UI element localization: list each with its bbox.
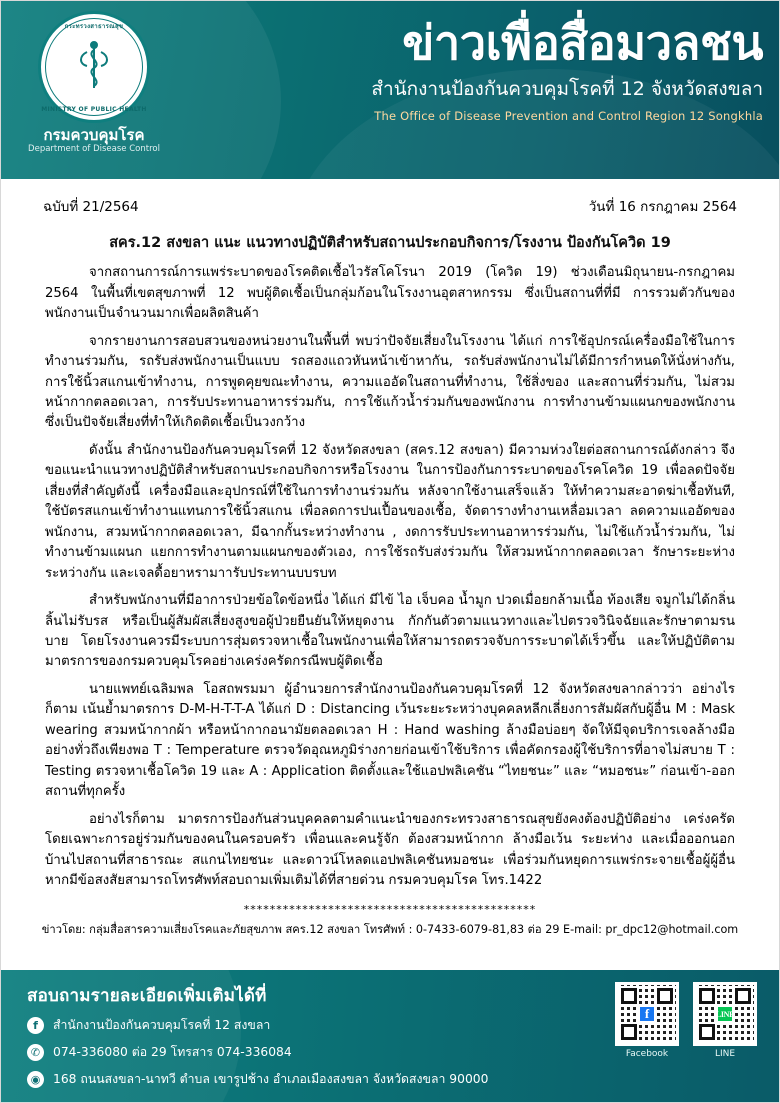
facebook-qr-icon bbox=[615, 982, 679, 1046]
footer-phone-text: 074-336080 ต่อ 29 โทรสาร 074-336084 bbox=[53, 1045, 292, 1060]
footer-title: สอบถามรายละเอียดเพิ่มเติมได้ที่ bbox=[27, 986, 267, 1006]
paragraph-4: สำหรับพนักงานที่มีอาการป่วยข้อใดข้อหนึ่ง ได้แก่ มีไข้ ไอ เจ็บคอ น้ำมูก ปวดเมื่อยกล้ามเนื้อ ท้องเสีย จมูกไม่ได้กลิ่น ลิ้นไม่รับรส หรือเป็นผู้สัมผัสเสี่ยงสูงขอผู้ป่วยยืนยันให้หยุดงาน กักกันตัวตามแนวทางและไปตรวจวินิจฉัยและรักษาตามรนบาย โดยโรงงานควรมีระบบการสุ่มตรวจหาเชื้อในพนักงานเพื่อให้สามารถตรวจจับการระบาดได้เร็วขึ้น และให้ปฏิบัติตามมาตรการของกรมควบคุมโรคอย่างเคร่งครัดกรณีพบผู้ติดเชื้อ bbox=[45, 593, 735, 670]
facebook-qr-block[interactable] bbox=[615, 982, 679, 1059]
news-credit-line: ข่าวโดย: กลุ่มสื่อสารความเสี่ยงโรคและภัยสุขภาพ สคร.12 สงขลา โทรศัพท์ : 0-7433-6079-81,83 ต่อ 29 E-mail: pr_dpc12@hotmail.com bbox=[41, 923, 739, 937]
footer-contact-facebook[interactable] bbox=[27, 1012, 488, 1039]
facebook-badge-icon: f bbox=[638, 1005, 656, 1023]
location-pin-icon: ◉ bbox=[27, 1071, 44, 1088]
qr-corner-icon bbox=[621, 1024, 637, 1040]
qr-corner-icon bbox=[621, 988, 637, 1004]
article-body bbox=[1, 263, 779, 891]
ministry-of-public-health-logo bbox=[38, 11, 150, 123]
logo-caption-english-wrap bbox=[19, 145, 169, 155]
logo-caption-english: Department of Disease Control bbox=[28, 144, 160, 155]
qr-corner-icon bbox=[657, 988, 673, 1004]
page-footer bbox=[1, 970, 779, 1102]
phone-icon: ✆ bbox=[27, 1044, 44, 1061]
separator-stars: ********************************************* bbox=[243, 903, 537, 917]
page-header bbox=[1, 1, 779, 179]
facebook-icon: f bbox=[27, 1017, 44, 1034]
ministry-logo-block bbox=[19, 11, 169, 155]
logo-ring bbox=[45, 18, 143, 116]
page-title: สคร.12 สงขลา แนะ แนวทางปฏิบัติสำหรับสถานประกอบกิจการ/โรงงาน ป้องกันโควิด 19 bbox=[109, 235, 671, 251]
qr-corner-icon bbox=[699, 988, 715, 1004]
office-name-thai: สำนักงานป้องกันควบคุมโรคที่ 12 จังหวัดสงขลา bbox=[371, 78, 763, 101]
line-qr-block[interactable] bbox=[693, 982, 757, 1059]
footer-contact-list bbox=[27, 1012, 488, 1093]
footer-contact-address bbox=[27, 1066, 488, 1093]
footer-address-text: 168 ถนนสงขลา-นาทวี ตำบล เขารูปช้าง อำเภอเมืองสงขลา จังหวัดสงขลา 90000 bbox=[53, 1072, 489, 1087]
footer-facebook-text: สำนักงานป้องกันควบคุมโรคที่ 12 สงขลา bbox=[53, 1018, 271, 1033]
paragraph-1: จากสถานการณ์การแพร่ระบาดของโรคติดเชื้อไวรัสโคโรนา 2019 (โควิด 19) ช่วงเดือนมิถุนายน-กรกฎาคม 2564 ในพื้นที่เขตสุขภาพที่ 12 พบผู้ติดเชื้อเป็นกลุ่มก้อนในโรงงานอุตสาหกรรม ซึ่งเป็นสถานที่ที่มี การรวมตัวกันของพนักงานเป็นจำนวนมากเพื่อผลิตสินค้า bbox=[45, 265, 735, 322]
footer-qr-codes bbox=[615, 982, 757, 1059]
line-badge-icon: LINE bbox=[716, 1005, 734, 1023]
facebook-qr-caption: Facebook bbox=[625, 1049, 669, 1059]
paragraph-2: จากรายงานการสอบสวนของหน่วยงานในพื้นที่ พบว่าปัจจัยเสี่ยงในโรงงาน ได้แก่ การใช้อุปกรณ์เครื่องมือใช้ในการทำงานร่วมกัน, รถรับส่งพนักงานเป็นแบบ รถสองแถวหันหน้าเข้าหากัน, รถรับส่งพนักงานไม่ได้มีการกำหนดให้นั่งห่างกัน, การใช้นิ้วสแกนเข้าทำงาน, การพูดคุยขณะทำงาน, ความแออัดในสถานที่ทำงาน, ใช้สิ่งของ และสถานที่ร่วมกัน, ไม่สวมหน้ากากตลอดเวลา, การรับประทานอาหารร่วมกัน, การใช้แก้วน้ำร่วมกันของพนักงาน การทำงานข้ามแผนกของพนักงาน ซึ่งเป็นปัจจัยเสี่ยงที่ทำให้เกิดติดเชื้อเป็นวงกว้าง bbox=[45, 333, 735, 431]
publish-date: วันที่ 16 กรกฎาคม 2564 bbox=[588, 199, 737, 215]
logo-ring-top-text: กระทรวงสาธารณสุข bbox=[64, 23, 124, 30]
document-meta-row bbox=[1, 179, 779, 217]
qr-corner-icon bbox=[735, 988, 751, 1004]
header-title-block bbox=[163, 16, 763, 124]
line-qr-icon bbox=[693, 982, 757, 1046]
footer-contact-phone[interactable] bbox=[27, 1039, 488, 1066]
logo-ring-bottom-text: MINISTRY OF PUBLIC HEALTH bbox=[41, 106, 147, 113]
issue-number: ฉบับที่ 21/2564 bbox=[43, 199, 139, 215]
qr-corner-icon bbox=[699, 1024, 715, 1040]
logo-caption-thai: กรมควบคุมโรค bbox=[43, 126, 145, 144]
paragraph-5-director-quote: นายแพทย์เฉลิมพล โอสถพรมมา ผู้อำนวยการสำนักงานป้องกันควบคุมโรคที่ 12 จังหวัดสงขลากล่าวว่า อย่างไรก็ตาม เน้นย้ำมาตรการ D-M-H-T-T-A ได้แก่ D : Distancing เว้นระยะระหว่างบุคคลหลีกเลี่ยงการสัมผัสกับผู้อื่น M : Mask wearing สวมหน้ากากผ้า หรือหน้ากากอนามัยตลอดเวลา H : Hand washing ล้างมือบ่อยๆ จัดให้มีจุดบริการเจลล้างมืออย่างทั่วถึงเพียงพอ T : Temperature ตรวจวัดอุณหภูมิร่างกายก่อนเข้าใช้บริการ เพื่อคัดกรองผู้ใช้บริการที่อาจไม่สบาย T : Testing ตรวจหาเชื้อโควิด 19 และ A : Application ติดตั้งและใช้แอปพลิเคชัน “ไทยชนะ” และ “หมอชนะ” ก่อนเข้า-ออกสถานที่ทุกครั้ง bbox=[45, 681, 735, 800]
office-name-english: The Office of Disease Prevention and Control Region 12 Songkhla bbox=[374, 109, 763, 124]
paragraph-3: ดังนั้น สำนักงานป้องกันควบคุมโรคที่ 12 จังหวัดสงขลา (สคร.12 สงขลา) มีความห่วงใยต่อสถานการณ์ดังกล่าว จึงขอแนะนำแนวทางปฏิบัติสำหรับสถานประกอบกิจการหรือโรงงาน ในการป้องกันการระบาดของโรคโควิด 19 เพื่อลดปัจจัยเสี่ยงที่สำคัญดังนี้ เครื่องมือและอุปกรณ์ที่ใช้ในการทำงานร่วมกัน หลังจากใช้งานเสร็จแล้ว ให้ทำความสะอาดฆ่าเชื้อทันที, ใช้บัตรสแกนเข้าทำงานแทนการใช้นิ้วสแกน เพื่อลดการปนเปื้อนของเชื้อ, จัดตารางทำงานเหลื่อมเวลา ลดความแออัดของพนักงาน, สวมหน้ากากตลอดเวลา, มีฉากกั้นระหว่างทำงาน , งดการรับประทานอาหารร่วมกัน, ไม่ใช้แก้วน้ำร่วมกัน, ไม่ทำงานข้ามแผนก แยกการทำงานตามแผนกของตัวเอง, การใช้รถรับส่งร่วมกัน ให้สวมหน้ากากตลอดเวลา รักษาระยะห่างระหว่างกัน และเจลดื้อยาหรามาารับประทานบบรบท bbox=[45, 442, 735, 581]
line-qr-caption: LINE bbox=[714, 1049, 736, 1059]
publication-title: ข่าวเพื่อสื่อมวลชน bbox=[402, 16, 763, 71]
paragraph-6: อย่างไรก็ตาม มาตรการป้องกันส่วนบุคคลตามคำแนะนำของกระทรวงสาธารณสุขยังคงต้องปฏิบัติอย่าง เคร่งครัด โดยเฉพาะการอยู่ร่วมกันของคนในครอบครัว เพื่อนและคนรู้จัก ต้องสวมหน้ากาก ล้างมือเว้น ระยะห่าง และเมื่อออกนอกบ้านไปสถานที่สาธารณะ สแกนไทยชนะ และดาวน์โหลดแอปพลิเคชันหมอชนะ เพื่อร่วมกันหยุดการแพร่กระจายเชื้อผู้ผู้อื่น หากมีข้อสงสัยสามารถโทรศัพท์สอบถามเพิ่มเติมได้ที่สายด่วน กรมควบคุมโรค โทร.1422 bbox=[45, 811, 735, 888]
